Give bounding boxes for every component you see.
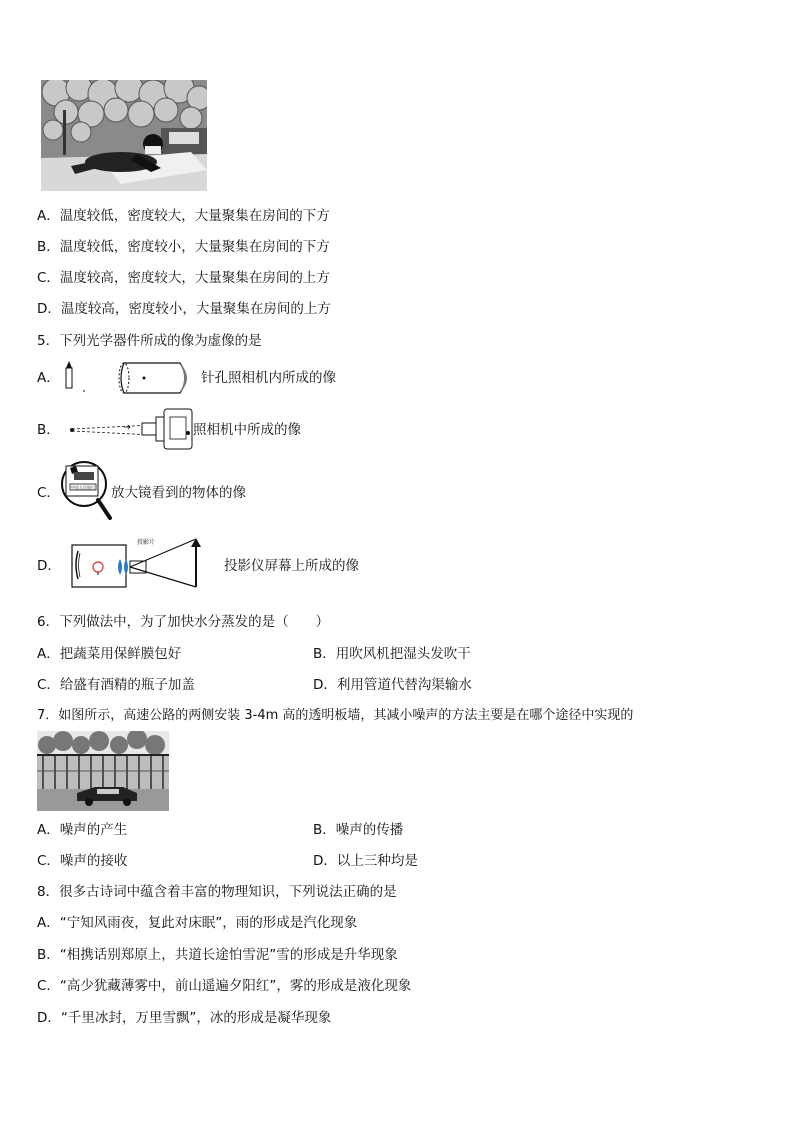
q8-option-d: D．“千里冰封，万里雪飘”，冰的形成是凝华现象	[37, 1010, 332, 1026]
q8-option-b: B．“相携话别郑原上，共道长途怕雪泥”雪的形成是升华现象	[37, 947, 398, 963]
camera-figure	[64, 405, 196, 451]
q6-option-d: D．利用管道代替沟渠输水	[313, 677, 472, 693]
q6-option-c: C．给盛有酒精的瓶子加盖	[37, 677, 195, 693]
q7-option-a: A．噪声的产生	[37, 822, 128, 838]
q6-option-b: B．用吹风机把湿头发吹干	[313, 646, 471, 662]
q7-option-b: B．噪声的传播	[313, 822, 404, 838]
q5-option-c-caption: 放大镜看到的物体的像	[111, 485, 246, 501]
q4-option-d: D．温度较高，密度较小，大量聚集在房间的上方	[37, 301, 331, 317]
highway-noise-barrier-figure	[37, 731, 169, 811]
q8-stem: 8．很多古诗词中蕴含着丰富的物理知识，下列说法正确的是	[37, 884, 397, 900]
q7-option-c: C．噪声的接收	[37, 853, 128, 869]
q8-option-a: A．“宁知风雨夜，复此对床眠”，雨的形成是汽化现象	[37, 915, 358, 931]
q8-option-c: C．“高少犹藏薄雾中，前山遥遍夕阳红”，雾的形成是液化现象	[37, 978, 412, 994]
q6-stem: 6．下列做法中，为了加快水分蒸发的是（ ）	[37, 614, 330, 630]
q5-stem: 5．下列光学器件所成的像为虚像的是	[37, 333, 262, 349]
magnifier-banknote-text: 中国人民银行	[71, 485, 95, 490]
projector-figure	[68, 535, 208, 591]
q4-option-b: B．温度较低，密度较小，大量聚集在房间的下方	[37, 239, 330, 255]
q4-option-c: C．温度较高，密度较大，大量聚集在房间的上方	[37, 270, 330, 286]
pinhole-camera-figure	[62, 358, 202, 398]
projector-slide-label: 投影片	[136, 539, 156, 546]
q5-option-b-letter: B．	[37, 422, 60, 438]
q7-stem: 7．如图所示，高速公路的两侧安装 3-4m 高的透明板墙，其减小噪声的方法主要是在哪个途径中实现的	[37, 708, 634, 723]
q5-option-b-caption: 照相机中所成的像	[193, 422, 301, 438]
q6-option-a: A．把蔬菜用保鲜膜包好	[37, 646, 182, 662]
q5-option-d-caption: 投影仪屏幕上所成的像	[224, 558, 359, 574]
q7-option-d: D．以上三种均是	[313, 853, 418, 869]
q5-option-a-caption: 针孔照相机内所成的像	[201, 370, 336, 386]
q4-option-a: A．温度较低，密度较大，大量聚集在房间的下方	[37, 208, 330, 224]
q5-option-a-letter: A．	[37, 370, 60, 386]
q5-option-c-letter: C．	[37, 485, 60, 501]
magnifier-figure	[60, 460, 112, 522]
q5-option-d-letter: D．	[37, 558, 61, 574]
smoke-escape-figure	[41, 80, 207, 191]
